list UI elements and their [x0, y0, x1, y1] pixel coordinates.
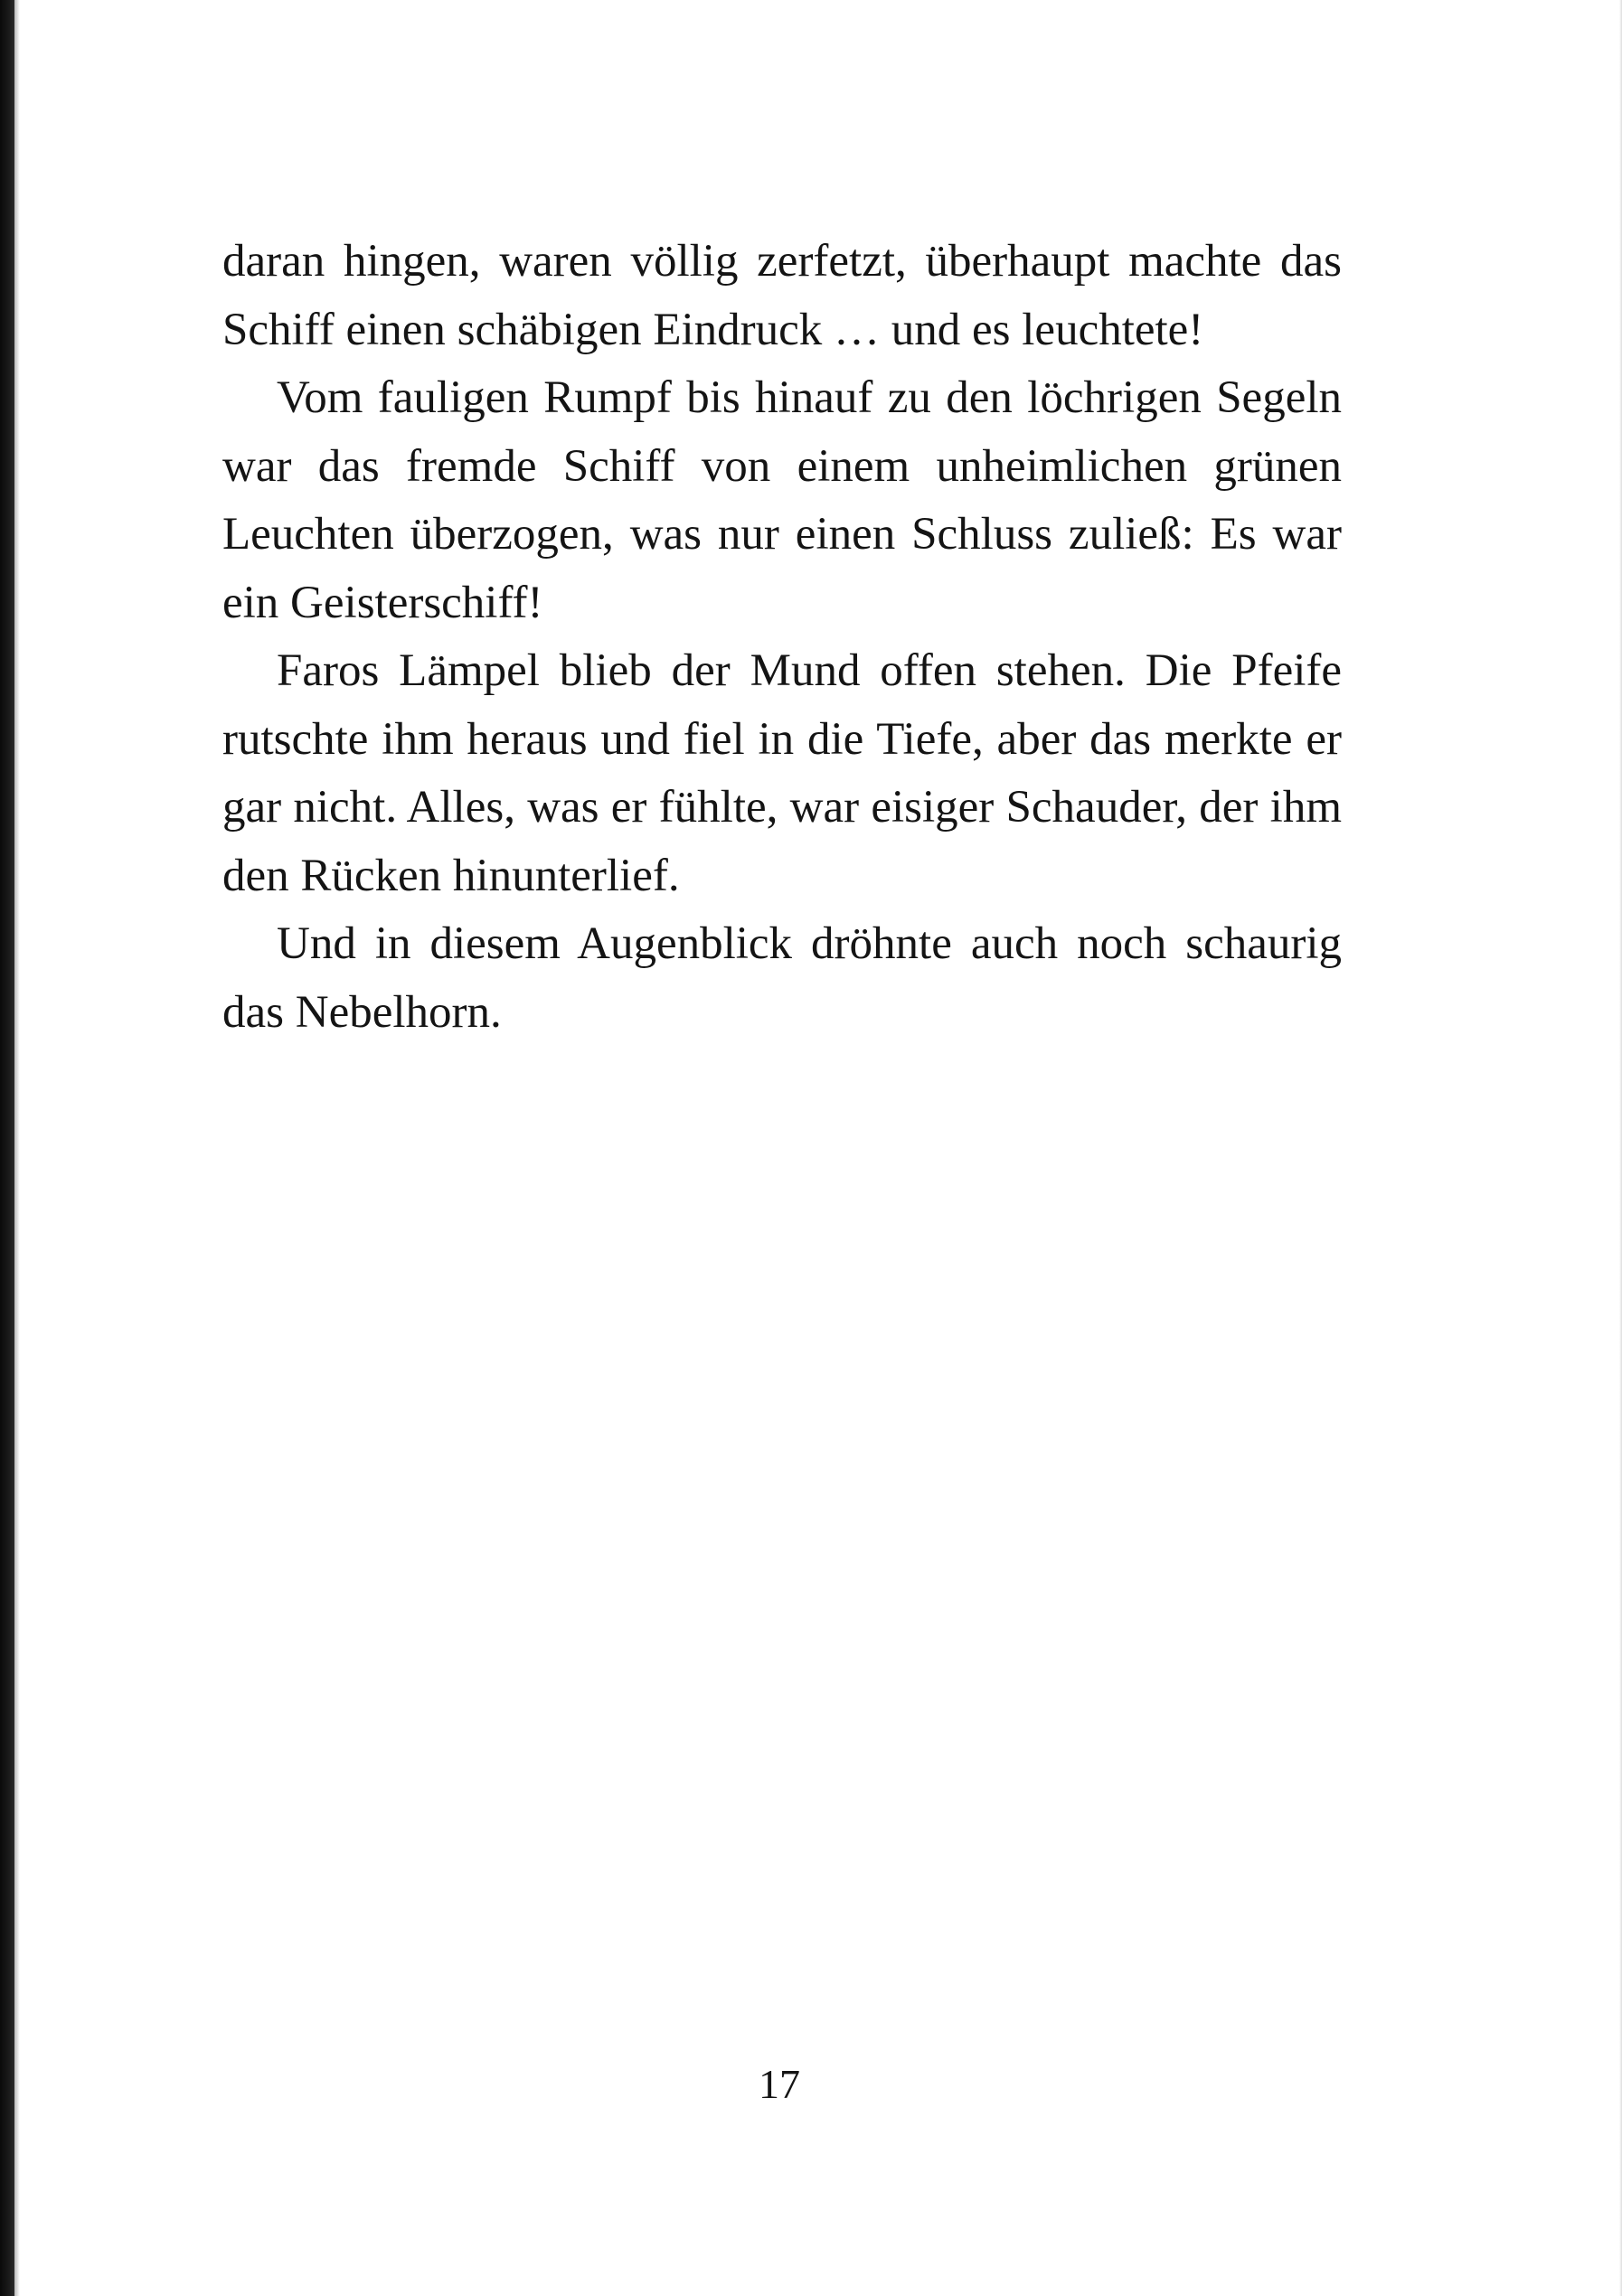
book-spine-shadow	[0, 0, 14, 2296]
body-text	[222, 228, 1342, 1047]
paragraph: Faros Lämpel blieb der Mund offen stehen. Die Pfeife rutschte ihm heraus und fiel in die Tiefe, aber das merkte er gar nicht. Alles, was er fühlte, war eisiger Schauder, der ihm den Rücken hinunterlief.	[222, 645, 1342, 901]
paragraph: Und in diesem Augenblick dröhnte auch noch schaurig das Nebelhorn.	[222, 918, 1342, 1038]
gutter-shadow	[14, 0, 20, 2296]
paragraph: Vom fauligen Rumpf bis hinauf zu den löchrigen Segeln war das fremde Schiff von einem unheimlichen grünen Leuchten überzogen, was nur einen Schluss zuließ: Es war ein Geisterschiff!	[222, 372, 1342, 628]
page-number: 17	[759, 2061, 800, 2107]
paragraph: daran hingen, waren völlig zerfetzt, überhaupt machte das Schiff einen schäbigen Eindruck … und es leuchtete!	[222, 236, 1342, 355]
